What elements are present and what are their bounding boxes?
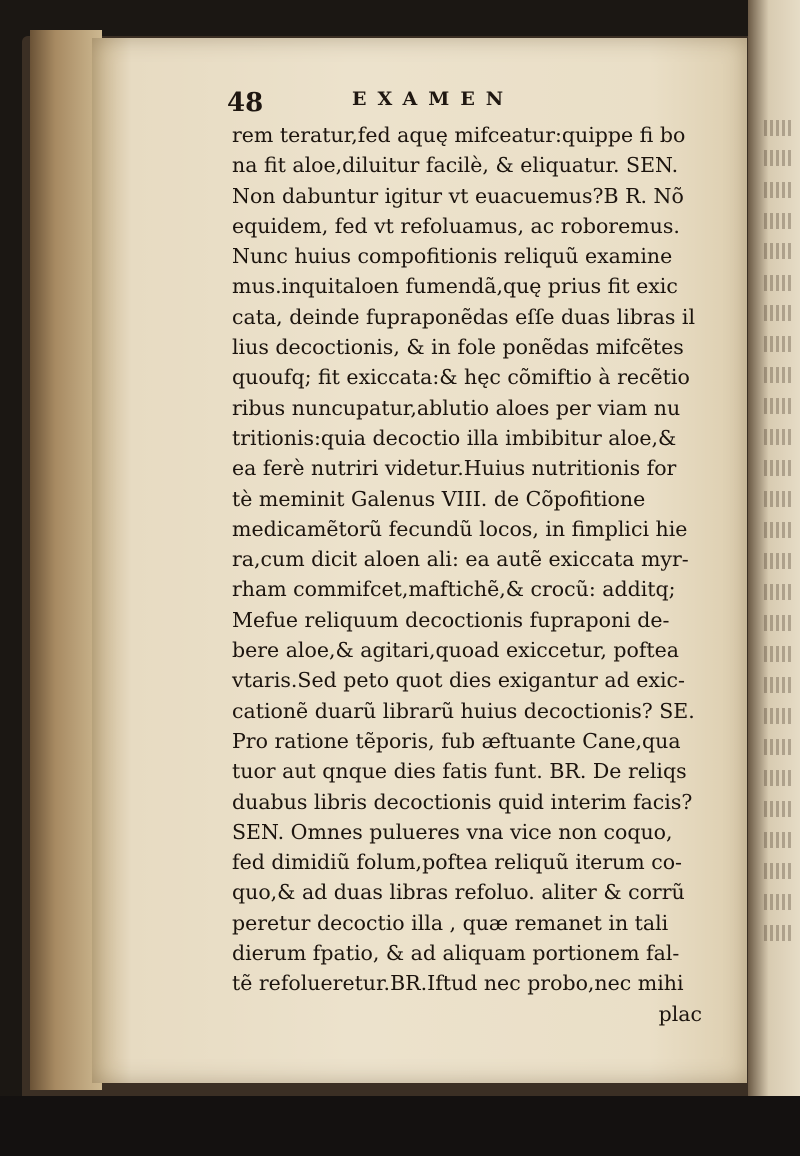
running-head: EXAMEN bbox=[352, 88, 515, 110]
text-line: cationẽ duarũ librarũ huius decoctionis? SE. bbox=[232, 698, 695, 723]
page-number: 48 bbox=[227, 88, 264, 118]
text-line: ra,cum dicit aloen ali: ea autẽ exiccata myr- bbox=[232, 547, 689, 572]
text-line: quo,& ad duas libras refoluo. aliter & corrũ bbox=[232, 880, 685, 905]
text-line: medicamẽtorũ fecundũ locos, in fimplici hie bbox=[232, 516, 688, 541]
text-line: ea ferè nutriri videtur.Huius nutritionis for bbox=[232, 456, 677, 481]
text-line: peretur decoctio illa , quæ remanet in tali bbox=[232, 910, 669, 935]
text-line: cata, deinde fupraponẽdas eſſe duas libras il bbox=[232, 304, 696, 329]
text-line: Nunc huius compofitionis reliquũ examine bbox=[232, 244, 673, 269]
text-line: na fit aloe,diluitur facilè, & eliquatur. SEN. bbox=[232, 153, 679, 178]
body-text bbox=[232, 120, 712, 1029]
text-line: vtaris.Sed peto quot dies exigantur ad exic- bbox=[232, 668, 685, 693]
background-shadow bbox=[0, 1096, 800, 1156]
text-line: Non dabuntur igitur vt euacuemus?B R. Nõ bbox=[232, 183, 684, 208]
text-line: ribus nuncupatur,ablutio aloes per viam nu bbox=[232, 395, 681, 420]
text-line: rham commifcet,maftichẽ,& crocũ: additq; bbox=[232, 577, 676, 602]
text-line: lius decoctionis, & in fole ponẽdas mifcẽtes bbox=[232, 335, 684, 360]
catchword: plac bbox=[658, 1001, 702, 1026]
text-line: duabus libris decoctionis quid interim facis? bbox=[232, 789, 693, 814]
text-line: bere aloe,& agitari,quoad exiccetur, poftea bbox=[232, 638, 680, 663]
text-line: rem teratur,fed aquę mifceatur:quippe fi bo bbox=[232, 123, 686, 147]
facing-page bbox=[748, 0, 800, 1156]
text-line: tẽ refolueretur.BR.Iftud nec probo,nec mihi bbox=[232, 971, 684, 996]
text-line: Pro ratione tẽporis, fub æftuante Cane,qua bbox=[232, 728, 681, 753]
text-line: quoufq; fit exiccata:& hęc cõmiftio à recẽtio bbox=[232, 365, 690, 390]
text-line: tritionis:quia decoctio illa imbibitur aloe,& bbox=[232, 425, 677, 450]
text-line: tuor aut qnque dies fatis funt. BR. De reliqs bbox=[232, 759, 687, 784]
text-line: mus.inquitaloen fumendã,quę prius fit exic bbox=[232, 274, 678, 299]
text-line: fed dimidiũ folum,poftea reliquũ iterum co- bbox=[232, 850, 682, 875]
text-line: SEN. Omnes pulueres vna vice non coquo, bbox=[232, 819, 673, 844]
text-line: equidem, fed vt refoluamus, ac roboremus. bbox=[232, 213, 680, 238]
text-line: Mefue reliquum decoctionis fupraponi de- bbox=[232, 607, 670, 632]
text-line: tè meminit Galenus VIII. de Cõpofitione bbox=[232, 486, 646, 511]
text-line: dierum fpatio, & ad aliquam portionem fal- bbox=[232, 941, 680, 966]
